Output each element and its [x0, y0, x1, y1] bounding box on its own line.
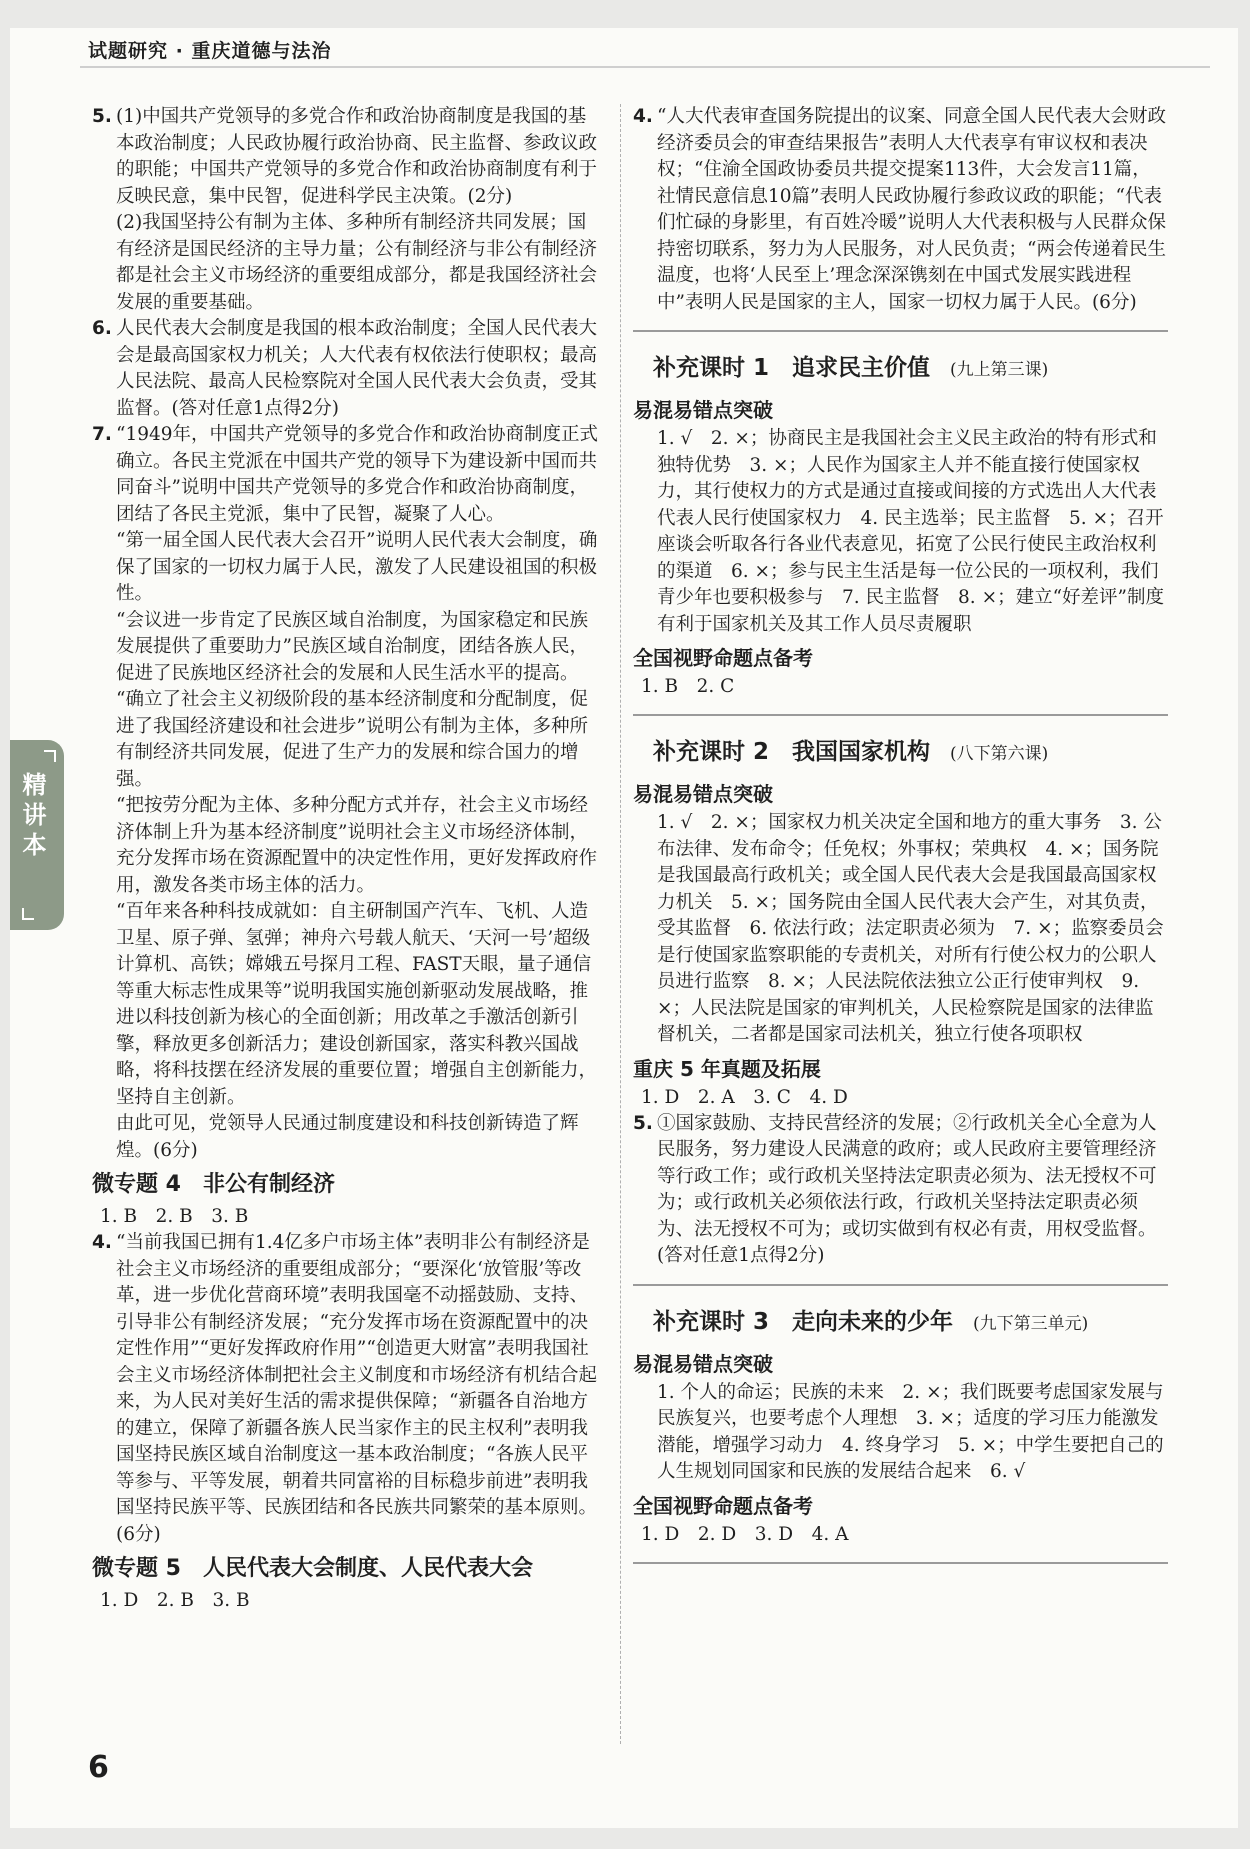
item-number: 5. — [92, 106, 112, 127]
item-number: 7. — [92, 424, 112, 445]
lesson-title — [653, 1306, 1168, 1340]
section-rule — [633, 1284, 1168, 1286]
answer-item-6 — [92, 316, 604, 422]
column-divider — [620, 104, 621, 1744]
answer-paragraph: 由此可见，党领导人民通过制度建设和科技创新铸造了辉煌。(6分) — [116, 1113, 579, 1161]
bracket-icon — [44, 750, 56, 762]
lesson-title — [653, 352, 1168, 386]
sub-heading: 易混易错点突破 — [633, 782, 773, 806]
lesson-title-text: 补充课时 2 我国国家机构 — [653, 739, 931, 765]
sub-heading: 重庆 5 年真题及拓展 — [633, 1056, 821, 1081]
answer-paragraph: 1. √ 2. ×；协商民主是我国社会主义民主政治的特有形式和独特优势 3. ×；人民作为国家主人并不能直接行使国家权力，其行使权力的方式是通过直接或间接的方式选出人大代表代表人民行使国家权力 4. 民主选举；民主监督 5. ×；召开座谈会听取各行各业代表意见，拓宽了公民行使民主政治权利的渠道 6. ×；参与民主生活是每一位公民的一项权利，我们青少年也要积极参与 7. 民主监督 8. ×；建立“好差评”制度有利于国家机关及其工作人员尽责履职 — [657, 428, 1164, 635]
answer-line: 1. D 2. B 3. B — [100, 1590, 250, 1611]
sub-heading: 易混易错点突破 — [633, 1351, 773, 1376]
left-column — [92, 104, 604, 1614]
lesson-subtitle: (九上第三课) — [950, 360, 1049, 380]
answer-paragraph: “确立了社会主义初级阶段的基本经济制度和分配制度，促进了我国经济建设和社会进步”说明公有制为主体，多种所有制经济共同发展，促进了生产力的发展和综合国力的增强。 — [116, 689, 588, 790]
header-title: 试题研究 · 重庆道德与法治 — [88, 40, 332, 62]
section-rule — [633, 330, 1168, 332]
item-number: 5. — [633, 1112, 653, 1134]
lesson-subtitle: (九下第三单元) — [973, 1313, 1089, 1334]
section-heading: 微专题 5 人民代表大会制度、人民代表大会 — [92, 1556, 533, 1581]
answer-line: 1. D 2. A 3. C 4. D — [641, 1086, 848, 1108]
item-number: 4. — [633, 106, 653, 127]
answer-item-5 — [633, 1111, 1168, 1270]
answer-paragraph: (2)我国坚持公有制为主体、多种所有制经济共同发展；国有经济是国民经济的主导力量；公有制经济与非公有制经济都是社会主义市场经济的重要组成部分，都是我国经济社会发展的重要基础。 — [116, 212, 598, 313]
answer-paragraph: 1. √ 2. ×；国家权力机关决定全国和地方的重大事务 3. 公布法律、发布命令；任免权；外事权；荣典权 4. ×；国务院是我国最高行政机关；或全国人民代表大会是我国最高国家权力机关 5. ×；国务院由全国人民代表大会产生，对其负责，受其监督 6. 依法行政；法定职责必须为 7. ×；监察委员会是行使国家监察职能的专责机关，对所有行使公权力的公职人员进行监察 8. ×；人民法院依法独立公正行使审判权 9. ×；人民法院是国家的审判机关，人民检察院是国家的法律监督机关，二者都是国家司法机关，独立行使各项职权 — [657, 812, 1164, 1045]
item-text: ①国家鼓励、支持民营经济的发展；②行政机关全心全意为人民服务，努力建设人民满意的政府；或人民政府主要管理经济等行政工作；或行政机关坚持法定职责必须为、法无授权不可为；或行政机关必须依法行政，行政机关坚持法定职责必须为、法无授权不可为；或切实做到有权必有责，用权受监督。(答对任意1点得2分) — [657, 1112, 1157, 1266]
side-tab-label: 精讲本 — [18, 772, 46, 862]
bracket-icon — [22, 908, 34, 920]
answer-line: 1. B 2. B 3. B — [100, 1206, 249, 1227]
answer-line: 1. B 2. C — [641, 676, 735, 697]
item-text: “1949年，中国共产党领导的多党合作和政治协商制度正式确立。各民主党派在中国共产党的领导下为建设新中国而共同奋斗”说明中国共产党领导的多党合作和政治协商制度，团结了各民主党派，集中了民智，凝聚了人心。 — [116, 424, 599, 525]
lesson-subtitle: (八下第六课) — [950, 744, 1049, 764]
answer-item-4 — [633, 104, 1168, 316]
answer-paragraph: “第一届全国人民代表大会召开”说明人民代表大会制度，确保了国家的一切权力属于人民，激发了人民建设祖国的积极性。 — [116, 530, 598, 604]
item-text: 人民代表大会制度是我国的根本政治制度；全国人民代表大会是最高国家权力机关；人大代表有权依法行使职权；最高人民法院、最高人民检察院对全国人民代表大会负责，受其监督。(答对任意1点得2分) — [116, 318, 598, 419]
item-number: 4. — [92, 1232, 112, 1253]
section-rule — [633, 1562, 1168, 1564]
lesson-title-text: 补充课时 3 走向未来的少年 — [653, 1308, 954, 1335]
answer-paragraph: “把按劳分配为主体、多种分配方式并存，社会主义市场经济体制上升为基本经济制度”说明社会主义市场经济体制，充分发挥市场在资源配置中的决定性作用，更好发挥政府作用，激发各类市场主体的活力。 — [116, 795, 598, 896]
item-text: “人大代表审查国务院提出的议案、同意全国人民代表大会财政经济委员会的审查结果报告”表明人大代表享有审议权和表决权；“住渝全国政协委员共提交提案113件，大会发言11篇，社情民意信息10篇”表明人民政协履行参政议政的职能；“代表们忙碌的身影里，有百姓冷暖”说明人大代表积极与人民群众保持密切联系，努力为人民服务，对人民负责；“两会传递着民生温度，也将‘人民至上’理念深深镌刻在中国式发展实践进程中”表明人民是国家的主人，国家一切权力属于人民。(6分) — [657, 106, 1166, 313]
answer-paragraph: “会议进一步肯定了民族区域自治制度，为国家稳定和民族发展提供了重要助力”民族区域自治制度，团结各族人民，促进了民族地区经济社会的发展和人民生活水平的提高。 — [116, 609, 588, 684]
side-tab — [10, 740, 64, 930]
answer-line: 1. D 2. D 3. D 4. A — [641, 1523, 849, 1545]
lesson-title-text: 补充课时 1 追求民主价值 — [653, 355, 931, 381]
answer-item-7 — [92, 422, 604, 528]
answer-paragraph: 1. 个人的命运；民族的未来 2. ×；我们既要考虑国家发展与民族复兴，也要考虑个人理想 3. ×；适度的学习压力能激发潜能，增强学习动力 4. 终身学习 5. ×；中学生要把自己的人生规划同国家和民族的发展结合起来 6. √ — [657, 1381, 1164, 1482]
section-rule — [633, 714, 1168, 716]
item-text: (1)中国共产党领导的多党合作和政治协商制度是我国的基本政治制度；人民政协履行政治协商、民主监督、参政议政的职能；中国共产党领导的多党合作和政治协商制度有利于反映民意，集中民智，促进科学民主决策。(2分) — [116, 106, 598, 207]
answer-item-4 — [92, 1230, 604, 1548]
item-number: 6. — [92, 318, 112, 339]
answer-item-5 — [92, 104, 604, 210]
header-rule — [80, 66, 1210, 68]
sub-heading: 全国视野命题点备考 — [633, 646, 813, 670]
sub-heading: 全国视野命题点备考 — [633, 1493, 813, 1518]
lesson-title — [653, 736, 1168, 770]
sub-heading: 易混易错点突破 — [633, 398, 773, 422]
item-text: “当前我国已拥有1.4亿多户市场主体”表明非公有制经济是社会主义市场经济的重要组成部分；“要深化‘放管服’等改革，进一步优化营商环境”表明我国毫不动摇鼓励、支持、引导非公有制经济发展；“充分发挥市场在资源配置中的决定性作用”“更好发挥政府作用”“创造更大财富”表明我国社会主义市场经济体制把社会主义制度和市场经济有机结合起来，为人民对美好生活的需求提供保障；“新疆各自治地方的建立，保障了新疆各族人民当家作主的民主权利”表明我国坚持民族区域自治制度这一基本政治制度；“各族人民平等参与、平等发展，朝着共同富裕的目标稳步前进”表明我国坚持民族平等、民族团结和各民族共同繁荣的基本原则。(6分) — [116, 1232, 598, 1545]
section-heading: 微专题 4 非公有制经济 — [92, 1172, 335, 1197]
answer-paragraph: “百年来各种科技成就如：自主研制国产汽车、飞机、人造卫星、原子弹、氢弹；神舟六号载人航天、‘天河一号’超级计算机、高铁；嫦娥五号探月工程、FAST天眼，量子通信等重大标志性成果等”说明我国实施创新驱动发展战略，推进以科技创新为核心的全面创新；用改革之手激活创新引擎，释放更多创新活力；建设创新国家，落实科教兴国战略，将科技摆在经济发展的重要位置；增强自主创新能力，坚持自主创新。 — [116, 901, 598, 1108]
right-column — [633, 104, 1168, 1570]
page-number: 6 — [88, 1750, 109, 1785]
